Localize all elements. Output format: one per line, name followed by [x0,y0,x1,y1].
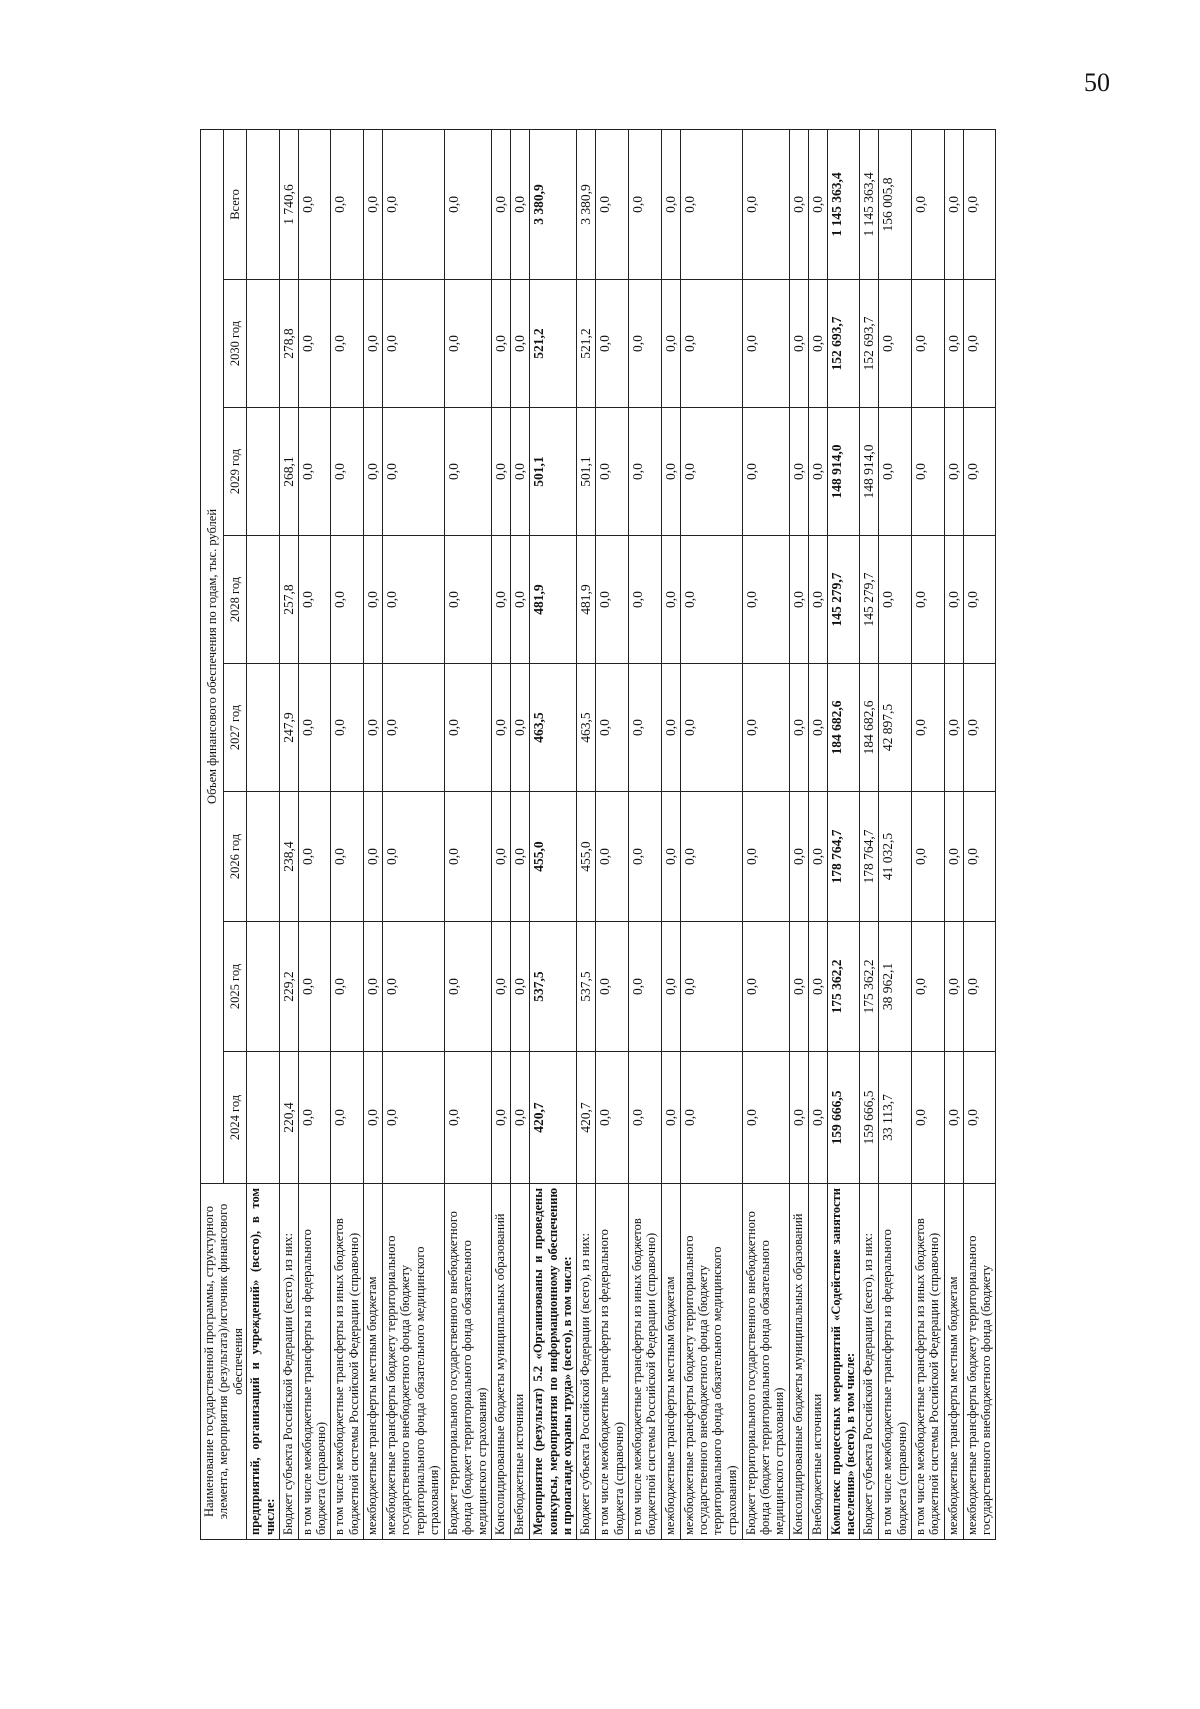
row-value-cell: 0,0 [911,1052,944,1184]
table-row [879,129,912,1539]
rotated-table-container [200,130,993,1540]
row-value-cell: 0,0 [944,129,963,279]
row-value-cell: 0,0 [511,536,530,664]
header-total: Всего [224,129,247,279]
row-value-cell: 145 279,7 [827,536,860,664]
row-value-cell: 178 764,7 [827,792,860,922]
row-value-cell [247,129,280,279]
row-value-cell: 229,2 [279,922,298,1052]
table-row [363,129,382,1539]
row-value-cell: 0,0 [331,664,364,792]
row-value-cell: 420,7 [530,1052,577,1184]
row-value-cell: 0,0 [963,536,996,664]
row-value-cell: 0,0 [382,792,444,922]
row-value-cell: 0,0 [298,792,331,922]
row-value-cell: 0,0 [944,664,963,792]
row-value-cell: 42 897,5 [879,664,912,792]
row-value-cell: 152 693,7 [827,280,860,408]
row-source-name: Бюджет территориального государственного внебюджетного фонда (бюджет территориального фонда обязательного медицинского страхования) [742,1184,789,1540]
row-value-cell: 148 914,0 [827,408,860,536]
row-value-cell: 0,0 [789,664,808,792]
row-value-cell: 175 362,2 [860,922,879,1052]
row-source-name: Бюджет территориального государственного внебюджетного фонда (бюджет территориального фонда обязательного медицинского страхования) [444,1184,491,1540]
row-value-cell: 0,0 [911,408,944,536]
row-source-name: Комплекс процессных мероприятий «Содействие занятости населения» (всего), в том числе: [827,1184,860,1540]
table-row [628,129,661,1539]
row-value-cell: 0,0 [944,922,963,1052]
row-source-name: в том числе межбюджетные трансферты из иных бюджетов бюджетной системы Российской Федерации (справочно) [331,1184,364,1540]
row-value-cell: 455,0 [577,792,596,922]
row-source-name: Консолидированные бюджеты муниципальных образований [492,1184,511,1540]
row-value-cell: 159 666,5 [860,1052,879,1184]
row-value-cell [247,536,280,664]
row-value-cell: 0,0 [298,280,331,408]
row-value-cell: 0,0 [444,408,491,536]
row-value-cell: 0,0 [596,1052,629,1184]
financial-table [200,129,996,1540]
row-value-cell: 537,5 [530,922,577,1052]
row-value-cell: 0,0 [298,408,331,536]
table-row [808,129,827,1539]
row-value-cell: 0,0 [331,1052,364,1184]
row-value-cell: 0,0 [680,922,742,1052]
row-value-cell: 0,0 [492,922,511,1052]
row-value-cell: 420,7 [577,1052,596,1184]
row-value-cell: 0,0 [808,408,827,536]
row-source-name: Бюджет субъекта Российской Федерации (всего), из них: [577,1184,596,1540]
row-value-cell: 0,0 [661,792,680,922]
table-row [963,129,996,1539]
row-value-cell: 148 914,0 [860,408,879,536]
row-value-cell: 0,0 [661,408,680,536]
row-value-cell: 481,9 [577,536,596,664]
row-value-cell: 0,0 [911,280,944,408]
table-row [680,129,742,1539]
table-row [247,129,280,1539]
row-value-cell: 537,5 [577,922,596,1052]
row-value-cell: 0,0 [680,536,742,664]
row-value-cell: 0,0 [911,792,944,922]
row-value-cell: 184 682,6 [827,664,860,792]
row-value-cell: 0,0 [963,408,996,536]
row-value-cell: 0,0 [382,664,444,792]
row-source-name: межбюджетные трансферты местным бюджетам [363,1184,382,1540]
row-source-name: межбюджетные трансферты местным бюджетам [944,1184,963,1540]
table-row [577,129,596,1539]
row-value-cell: 0,0 [492,408,511,536]
row-source-name: межбюджетные трансферты бюджету территориального государственного внебюджетного фонда (бюджету территориального фонда обязательного медицинского страхования) [680,1184,742,1540]
row-value-cell: 0,0 [331,129,364,279]
row-value-cell: 0,0 [511,280,530,408]
row-value-cell: 0,0 [628,536,661,664]
table-row [331,129,364,1539]
row-value-cell: 0,0 [444,129,491,279]
row-value-cell: 0,0 [444,280,491,408]
row-value-cell: 0,0 [808,280,827,408]
header-year: 2026 год [224,792,247,922]
row-value-cell: 0,0 [492,280,511,408]
row-source-name: в том числе межбюджетные трансферты из иных бюджетов бюджетной системы Российской Федерации (справочно) [911,1184,944,1540]
row-value-cell: 0,0 [944,1052,963,1184]
header-year: 2027 год [224,664,247,792]
row-value-cell: 178 764,7 [860,792,879,922]
row-value-cell: 463,5 [530,664,577,792]
table-row [944,129,963,1539]
row-value-cell: 0,0 [661,536,680,664]
row-value-cell: 0,0 [789,922,808,1052]
row-source-name: в том числе межбюджетные трансферты из иных бюджетов бюджетной системы Российской Федерации (справочно) [628,1184,661,1540]
row-value-cell: 0,0 [879,536,912,664]
row-value-cell: 156 005,8 [879,129,912,279]
row-value-cell: 159 666,5 [827,1052,860,1184]
row-value-cell: 0,0 [911,129,944,279]
row-value-cell: 0,0 [444,922,491,1052]
row-value-cell [247,408,280,536]
row-value-cell: 0,0 [680,408,742,536]
row-value-cell: 0,0 [298,664,331,792]
row-value-cell: 0,0 [363,792,382,922]
table-row [596,129,629,1539]
row-value-cell: 0,0 [492,129,511,279]
row-value-cell: 0,0 [511,664,530,792]
row-value-cell: 0,0 [789,792,808,922]
row-value-cell: 0,0 [742,1052,789,1184]
row-value-cell: 38 962,1 [879,922,912,1052]
row-source-name: в том числе межбюджетные трансферты из федерального бюджета (справочно) [879,1184,912,1540]
row-value-cell: 0,0 [680,792,742,922]
row-value-cell: 0,0 [628,1052,661,1184]
row-value-cell: 0,0 [492,1052,511,1184]
row-value-cell: 0,0 [492,792,511,922]
row-value-cell: 0,0 [661,664,680,792]
row-value-cell: 0,0 [680,664,742,792]
row-value-cell: 0,0 [911,664,944,792]
header-row-group [201,129,224,1539]
table-row [511,129,530,1539]
row-value-cell: 0,0 [382,536,444,664]
row-value-cell: 0,0 [963,129,996,279]
row-value-cell: 0,0 [742,536,789,664]
row-value-cell: 501,1 [577,408,596,536]
header-year: 2030 год [224,280,247,408]
row-value-cell: 0,0 [789,280,808,408]
row-value-cell: 0,0 [680,129,742,279]
row-source-name: Мероприятие (результат) 5.2 «Организованы и проведены конкурсы, мероприятия по информационному обеспечению и пропаганде охраны труда» (всего), в том числе: [530,1184,577,1540]
row-value-cell: 0,0 [382,922,444,1052]
row-value-cell: 0,0 [963,1052,996,1184]
row-value-cell: 0,0 [963,280,996,408]
row-value-cell: 0,0 [628,792,661,922]
row-value-cell: 0,0 [911,536,944,664]
row-value-cell: 0,0 [742,922,789,1052]
table-row [492,129,511,1539]
row-source-name: предприятий, организаций и учреждений» (всего), в том числе: [247,1184,280,1540]
table-row [860,129,879,1539]
row-value-cell: 0,0 [628,664,661,792]
row-value-cell: 0,0 [298,1052,331,1184]
row-value-cell: 247,9 [279,664,298,792]
row-source-name: в том числе межбюджетные трансферты из федерального бюджета (справочно) [596,1184,629,1540]
row-value-cell: 1 145 363,4 [860,129,879,279]
row-value-cell: 0,0 [331,922,364,1052]
row-value-cell: 0,0 [382,408,444,536]
row-value-cell: 0,0 [511,1052,530,1184]
row-value-cell: 0,0 [742,664,789,792]
row-value-cell: 0,0 [742,129,789,279]
table-row [661,129,680,1539]
row-source-name: межбюджетные трансферты бюджету территориального государственного внебюджетного фонда (бюджету [963,1184,996,1540]
row-value-cell: 0,0 [789,1052,808,1184]
header-year: 2025 год [224,922,247,1052]
row-value-cell: 0,0 [628,408,661,536]
row-value-cell: 0,0 [944,536,963,664]
row-value-cell: 521,2 [577,280,596,408]
row-value-cell: 0,0 [511,129,530,279]
row-value-cell: 0,0 [331,408,364,536]
row-value-cell: 152 693,7 [860,280,879,408]
row-value-cell: 455,0 [530,792,577,922]
row-value-cell: 0,0 [444,792,491,922]
row-value-cell: 0,0 [363,129,382,279]
row-value-cell: 0,0 [382,280,444,408]
row-value-cell: 0,0 [331,792,364,922]
row-value-cell [247,1052,280,1184]
row-value-cell: 3 380,9 [530,129,577,279]
row-value-cell: 0,0 [879,280,912,408]
row-source-name: межбюджетные трансферты местным бюджетам [661,1184,680,1540]
row-value-cell: 0,0 [742,280,789,408]
header-year: 2029 год [224,408,247,536]
row-value-cell: 0,0 [596,664,629,792]
row-source-name: в том числе межбюджетные трансферты из федерального бюджета (справочно) [298,1184,331,1540]
row-value-cell: 0,0 [661,922,680,1052]
header-year: 2028 год [224,536,247,664]
row-value-cell: 0,0 [511,922,530,1052]
row-value-cell: 0,0 [363,664,382,792]
header-name-col: Наименование государственной программы, структурного элемента, мероприятия (результата)/источник финансового обеспечения [201,1184,247,1540]
row-value-cell: 0,0 [789,129,808,279]
row-value-cell: 0,0 [661,1052,680,1184]
page-number: 50 [1084,68,1110,97]
row-value-cell: 257,8 [279,536,298,664]
row-value-cell: 238,4 [279,792,298,922]
row-value-cell [247,792,280,922]
row-value-cell: 0,0 [944,408,963,536]
row-value-cell: 0,0 [363,408,382,536]
row-source-name: Бюджет субъекта Российской Федерации (всего), из них: [279,1184,298,1540]
row-value-cell: 0,0 [511,792,530,922]
row-value-cell: 0,0 [628,129,661,279]
row-value-cell: 220,4 [279,1052,298,1184]
row-value-cell: 145 279,7 [860,536,879,664]
row-value-cell: 0,0 [492,536,511,664]
row-value-cell: 521,2 [530,280,577,408]
row-value-cell: 0,0 [944,792,963,922]
row-source-name: Консолидированные бюджеты муниципальных образований [789,1184,808,1540]
row-value-cell [247,280,280,408]
row-value-cell: 0,0 [963,664,996,792]
row-value-cell: 0,0 [511,408,530,536]
row-value-cell: 0,0 [363,1052,382,1184]
row-value-cell: 0,0 [680,280,742,408]
row-source-name: межбюджетные трансферты бюджету территориального государственного внебюджетного фонда (бюджету территориального фонда обязательного медицинского страхования) [382,1184,444,1540]
row-value-cell: 0,0 [596,536,629,664]
row-value-cell: 0,0 [808,664,827,792]
row-value-cell: 41 032,5 [879,792,912,922]
row-value-cell: 0,0 [596,280,629,408]
row-value-cell: 0,0 [661,280,680,408]
row-value-cell: 0,0 [363,536,382,664]
row-value-cell: 0,0 [363,922,382,1052]
row-value-cell: 1 740,6 [279,129,298,279]
row-source-name: Внебюджетные источники [808,1184,827,1540]
row-value-cell: 0,0 [331,536,364,664]
table-row [789,129,808,1539]
header-group: Объем финансового обеспечения по годам, тыс. рублей [201,129,224,1183]
table-row [911,129,944,1539]
row-value-cell: 0,0 [944,280,963,408]
table-row [298,129,331,1539]
table-row [530,129,577,1539]
row-value-cell: 0,0 [444,1052,491,1184]
row-source-name: Внебюджетные источники [511,1184,530,1540]
row-value-cell: 501,1 [530,408,577,536]
row-value-cell: 0,0 [596,792,629,922]
row-value-cell: 0,0 [628,922,661,1052]
row-value-cell: 0,0 [680,1052,742,1184]
table-row [827,129,860,1539]
row-source-name: Бюджет субъекта Российской Федерации (всего), из них: [860,1184,879,1540]
row-value-cell: 1 145 363,4 [827,129,860,279]
row-value-cell: 0,0 [298,536,331,664]
row-value-cell [247,922,280,1052]
row-value-cell: 0,0 [808,1052,827,1184]
row-value-cell: 0,0 [596,408,629,536]
row-value-cell: 0,0 [444,664,491,792]
table-row [742,129,789,1539]
row-value-cell: 0,0 [661,129,680,279]
row-value-cell: 0,0 [492,664,511,792]
row-value-cell: 184 682,6 [860,664,879,792]
row-value-cell: 0,0 [298,922,331,1052]
row-value-cell: 0,0 [963,922,996,1052]
row-value-cell: 0,0 [382,129,444,279]
row-value-cell: 0,0 [331,280,364,408]
row-value-cell: 0,0 [363,280,382,408]
row-value-cell: 0,0 [879,408,912,536]
row-value-cell: 0,0 [911,922,944,1052]
row-value-cell: 0,0 [742,408,789,536]
row-value-cell: 278,8 [279,280,298,408]
row-value-cell: 463,5 [577,664,596,792]
table-row [382,129,444,1539]
row-value-cell: 0,0 [963,792,996,922]
row-value-cell: 0,0 [808,922,827,1052]
row-value-cell: 481,9 [530,536,577,664]
row-value-cell: 0,0 [808,792,827,922]
row-value-cell [247,664,280,792]
row-value-cell: 3 380,9 [577,129,596,279]
row-value-cell: 0,0 [742,792,789,922]
row-value-cell: 0,0 [298,129,331,279]
table-body [247,129,996,1539]
row-value-cell: 0,0 [596,129,629,279]
row-value-cell: 0,0 [808,536,827,664]
row-value-cell: 0,0 [789,408,808,536]
row-value-cell: 0,0 [382,1052,444,1184]
table-row [444,129,491,1539]
row-value-cell: 33 113,7 [879,1052,912,1184]
row-value-cell: 0,0 [596,922,629,1052]
row-value-cell: 268,1 [279,408,298,536]
row-value-cell: 0,0 [628,280,661,408]
table-row [279,129,298,1539]
header-year: 2024 год [224,1052,247,1184]
row-value-cell: 0,0 [789,536,808,664]
row-value-cell: 0,0 [444,536,491,664]
row-value-cell: 0,0 [808,129,827,279]
row-value-cell: 175 362,2 [827,922,860,1052]
